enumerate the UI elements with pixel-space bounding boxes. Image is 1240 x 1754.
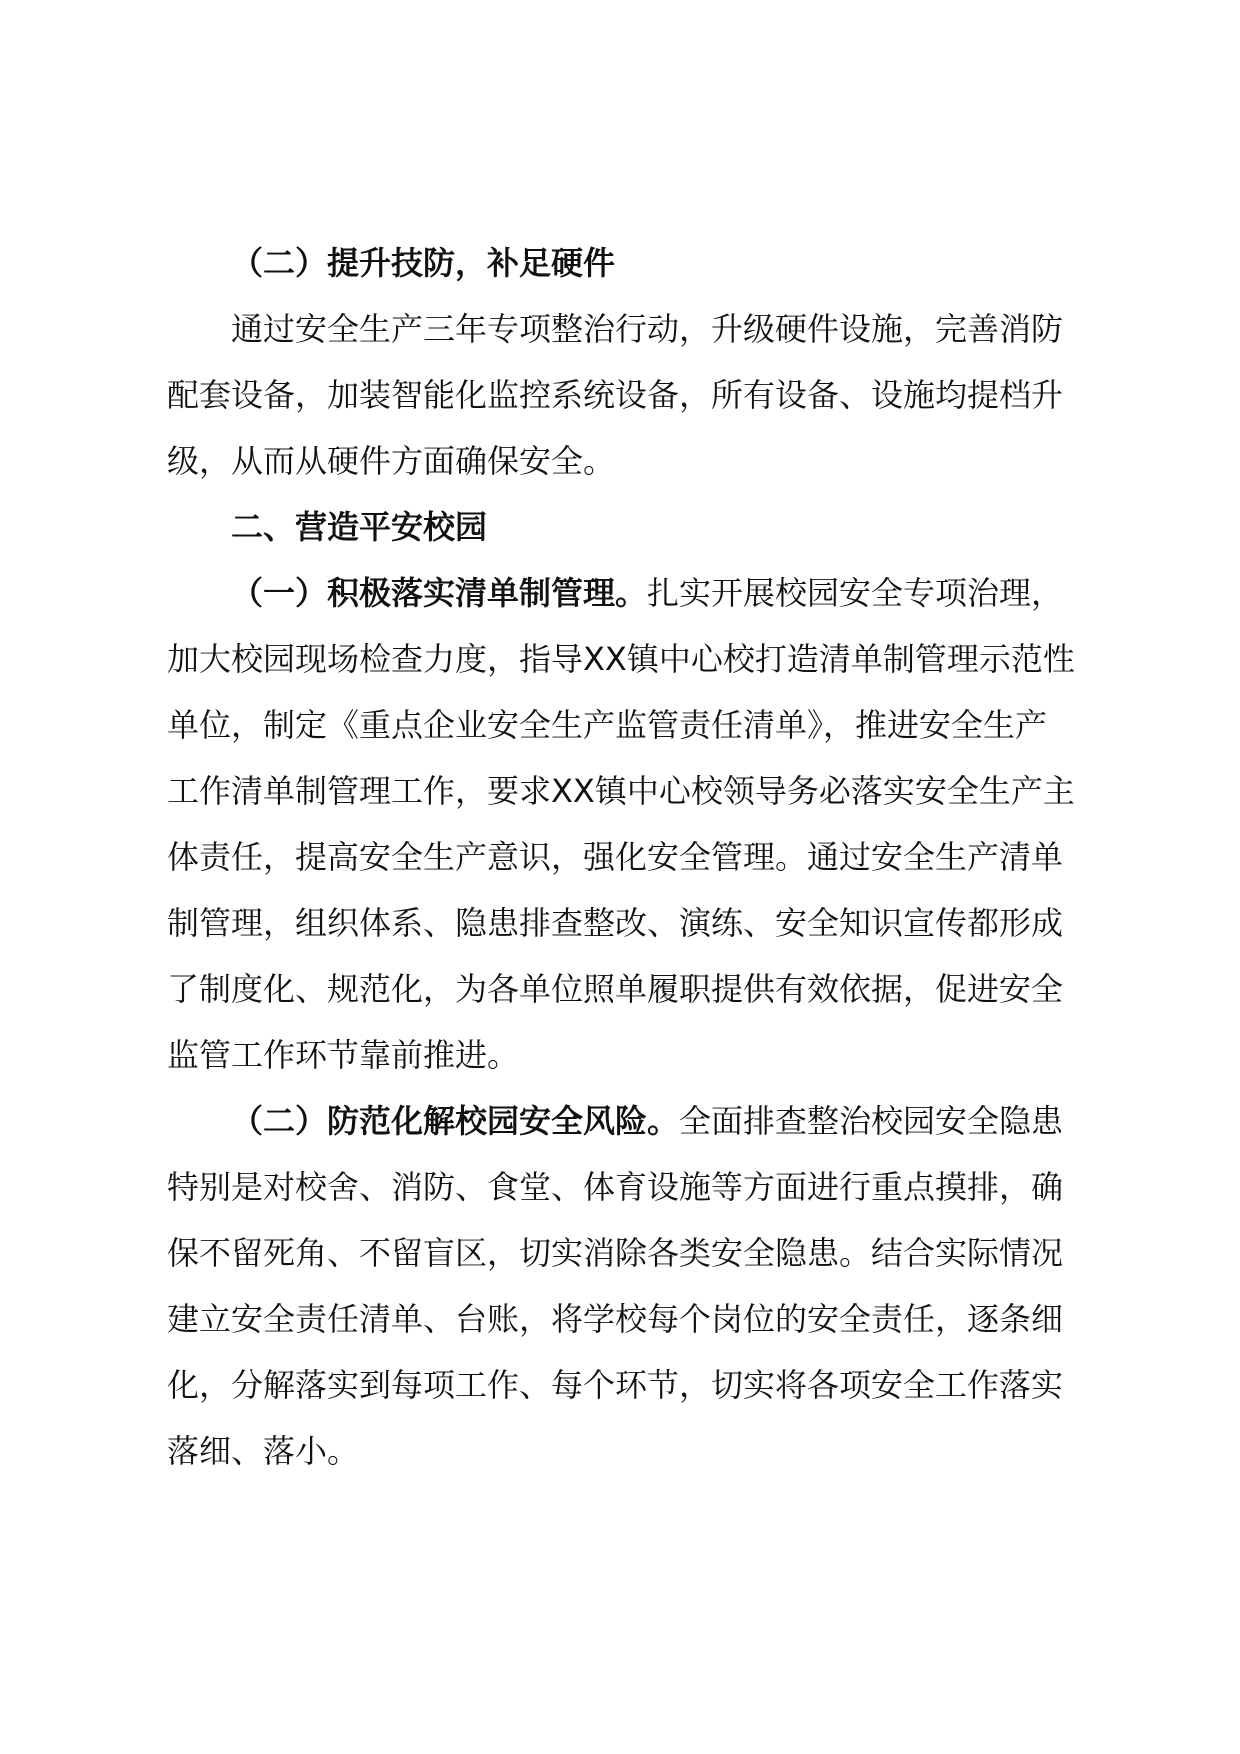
paragraph-text: 全面排查整治校园安全隐患 — [679, 1102, 1064, 1140]
paragraph-line: 加大校园现场检查力度，指导XX镇中心校打造清单制管理示范性 — [167, 640, 1075, 678]
paragraph-line: 了制度化、规范化，为各单位照单履职提供有效依据，促进安全 — [167, 970, 1064, 1008]
paragraph-line: 监管工作环节靠前推进。 — [167, 1036, 520, 1074]
paragraph-line: 工作清单制管理工作，要求XX镇中心校领导务必落实安全生产主 — [167, 772, 1075, 810]
paragraph-first-line — [231, 1088, 1063, 1154]
paragraph-first-line — [231, 560, 1063, 626]
paragraph-line: 体责任，提高安全生产意识，强化安全管理。通过安全生产清单 — [167, 838, 1064, 876]
paragraph-line: 制管理，组织体系、隐患排查整改、演练、安全知识宣传都形成 — [167, 904, 1064, 942]
paragraph-line: 级，从而从硬件方面确保安全。 — [167, 442, 616, 480]
paragraph-line: 落细、落小。 — [167, 1432, 360, 1470]
section-heading-upgrade-hardware: （二）提升技防，补足硬件 — [231, 244, 616, 282]
paragraph-line: 化，分解落实到每项工作、每个环节，切实将各项安全工作落实 — [167, 1366, 1064, 1404]
paragraph-line: 单位，制定《重点企业安全生产监管责任清单》，推进安全生产 — [167, 706, 1048, 744]
section-heading-safe-campus: 二、营造平安校园 — [231, 508, 488, 546]
paragraph-line: 通过安全生产三年专项整治行动，升级硬件设施，完善消防 — [231, 310, 1064, 348]
subsection-heading-checklist-management: （一）积极落实清单制管理。 — [231, 574, 648, 612]
paragraph-line: 配套设备，加装智能化监控系统设备，所有设备、设施均提档升 — [167, 376, 1064, 414]
paragraph-line: 保不留死角、不留盲区，切实消除各类安全隐患。结合实际情况 — [167, 1234, 1064, 1272]
paragraph-line: 建立安全责任清单、台账，将学校每个岗位的安全责任，逐条细 — [167, 1300, 1064, 1338]
paragraph-text: 扎实开展校园安全专项治理， — [647, 574, 1064, 612]
subsection-heading-campus-risk: （二）防范化解校园安全风险。 — [231, 1102, 680, 1140]
paragraph-line: 特别是对校舍、消防、食堂、体育设施等方面进行重点摸排，确 — [167, 1168, 1064, 1206]
